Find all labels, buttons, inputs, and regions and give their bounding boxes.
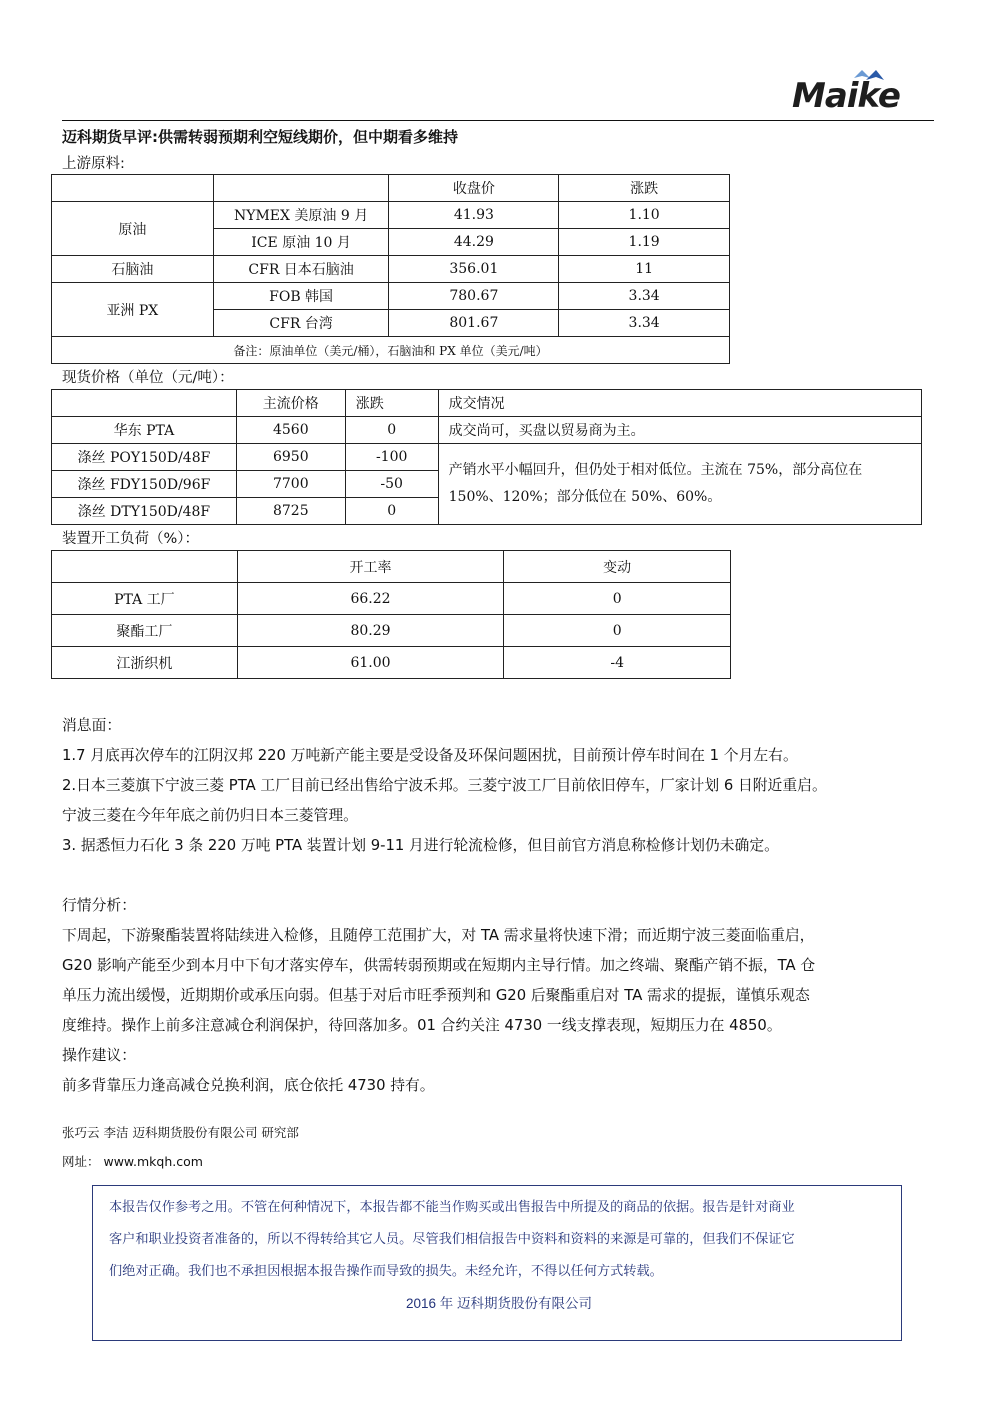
change-cell: -50	[345, 471, 438, 498]
news-item: 3. 据悉恒力石化 3 条 220 万吨 PTA 装置计划 9-11 月进行轮流检修，但目前官方消息称检修计划仍未确定。	[62, 837, 779, 854]
close-cell: 356.01	[389, 256, 559, 283]
header-deal: 成交情况	[438, 390, 921, 417]
price-cell: 7700	[236, 471, 345, 498]
analysis-line: 度维持。操作上前多注意减仓利润保护，待回落加多。01 合约关注 4730 一线支撑表现，短期压力在 4850。	[62, 1017, 782, 1034]
change-cell: 1.10	[559, 202, 730, 229]
group-cell: 亚洲 PX	[52, 283, 214, 337]
spot-label: 现货价格（单位（元/吨）：	[62, 370, 234, 386]
disclaimer-line: 本报告仅作参考之用。不管在何种情况下，本报告都不能当作购买或出售报告中所提及的商品的依据。报告是针对商业	[109, 1200, 795, 1215]
table-row	[52, 256, 730, 283]
change-cell: 0	[345, 417, 438, 444]
news-item: 2.日本三菱旗下宁波三菱 PTA 工厂目前已经出售给宁波禾邦。三菱宁波工厂目前依旧停车，厂家计划 6 日附近重启。	[62, 777, 827, 794]
header-price: 主流价格	[236, 390, 345, 417]
header-change: 变动	[504, 551, 731, 583]
change-cell: 11	[559, 256, 730, 283]
analysis-line: 下周起，下游聚酯装置将陆续进入检修，且随停工范围扩大，对 TA 需求量将快速下滑；而近期宁波三菱面临重启，	[62, 927, 815, 944]
price-cell: 4560	[236, 417, 345, 444]
close-cell: 780.67	[389, 283, 559, 310]
plant-cell: 聚酯工厂	[52, 615, 238, 647]
change-cell: -4	[504, 647, 731, 679]
disclaimer-footer: 2016 年 迈科期货股份有限公司	[405, 1296, 593, 1311]
news-item: 宁波三菱在今年年底之前仍归日本三菱管理。	[62, 807, 358, 824]
analysis-line: 单压力流出缓慢，近期期价或承压向弱。但基于对后市旺季预判和 G20 后聚酯重启对 TA 需求的提振，谨慎乐观态	[62, 987, 810, 1004]
header-change: 涨跌	[559, 175, 730, 202]
product-cell: 涤丝 POY150D/48F	[52, 444, 237, 471]
spot-price-table	[51, 389, 922, 525]
item-cell: CFR 日本石脑油	[213, 256, 389, 283]
table-row	[52, 615, 731, 647]
news-section	[62, 711, 827, 861]
rate-cell: 61.00	[237, 647, 504, 679]
analysis-heading: 行情分析：	[62, 897, 136, 914]
analysis-line: G20 影响产能至少到本月中下旬才落实停车，供需转弱预期或在短期内主导行情。加之终端、聚酯产销不振，TA 仓	[62, 957, 816, 974]
deal-cell: 成交尚可，买盘以贸易商为主。	[438, 417, 921, 444]
rate-cell: 80.29	[237, 615, 504, 647]
authors: 张巧云 李洁 迈科期货股份有限公司 研究部	[62, 1125, 299, 1140]
plant-cell: PTA 工厂	[52, 583, 238, 615]
header-close: 收盘价	[389, 175, 559, 202]
table-row	[52, 202, 730, 229]
table-row	[52, 583, 731, 615]
item-cell: FOB 韩国	[213, 283, 389, 310]
plant-cell: 江浙织机	[52, 647, 238, 679]
load-label: 装置开工负荷（%）：	[62, 531, 200, 547]
product-cell: 涤丝 FDY150D/96F	[52, 471, 237, 498]
advice-heading: 操作建议：	[62, 1047, 136, 1064]
close-cell: 801.67	[389, 310, 559, 337]
header-rate: 开工率	[237, 551, 504, 583]
table-row	[52, 283, 730, 310]
disclaimer-box	[92, 1185, 902, 1341]
upstream-table	[51, 174, 730, 364]
table-row	[52, 417, 922, 444]
header-divider	[62, 120, 934, 121]
change-cell: 3.34	[559, 283, 730, 310]
advice-text: 前多背靠压力逢高减仓兑换利润，底仓依托 4730 持有。	[62, 1077, 435, 1094]
table-note-row	[52, 337, 730, 364]
rate-cell: 66.22	[237, 583, 504, 615]
change-cell: 0	[504, 583, 731, 615]
analysis-section	[62, 891, 815, 1101]
change-cell: 3.34	[559, 310, 730, 337]
item-cell: NYMEX 美原油 9 月	[213, 202, 389, 229]
group-cell: 原油	[52, 202, 214, 256]
report-title: 迈科期货早评:供需转弱预期利空短线期价，但中期看多维持	[62, 128, 459, 146]
upstream-label: 上游原料:	[62, 156, 125, 172]
deal-cell: 产销水平小幅回升，但仍处于相对低位。主流在 75%，部分高位在 150%、120%；部分低位在 50%、60%。	[438, 444, 921, 525]
change-cell: 1.19	[559, 229, 730, 256]
news-heading: 消息面：	[62, 717, 122, 734]
table-header-row	[52, 175, 730, 202]
website: 网址： www.mkqh.com	[62, 1154, 203, 1169]
item-cell: ICE 原油 10 月	[213, 229, 389, 256]
disclaimer-line: 们绝对正确。我们也不承担因根据本报告操作而导致的损失。未经允许，不得以任何方式转载。	[109, 1264, 663, 1279]
units-note: 备注：原油单位（美元/桶），石脑油和 PX 单位（美元/吨）	[52, 337, 730, 364]
group-cell: 石脑油	[52, 256, 214, 283]
operating-load-table	[51, 550, 731, 679]
change-cell: 0	[504, 615, 731, 647]
table-row	[52, 444, 922, 471]
item-cell: CFR 台湾	[213, 310, 389, 337]
news-item: 1.7 月底再次停车的江阴汉邦 220 万吨新产能主要是受设备及环保问题困扰，目前预计停车时间在 1 个月左右。	[62, 747, 798, 764]
close-cell: 41.93	[389, 202, 559, 229]
disclaimer-line: 客户和职业投资者准备的，所以不得转给其它人员。尽管我们相信报告中资料和资料的来源是可靠的，但我们不保证它	[109, 1232, 795, 1247]
change-cell: -100	[345, 444, 438, 471]
price-cell: 8725	[236, 498, 345, 525]
maike-logo	[792, 68, 932, 116]
header-change: 涨跌	[345, 390, 438, 417]
product-cell: 华东 PTA	[52, 417, 237, 444]
table-header-row	[52, 390, 922, 417]
table-row	[52, 647, 731, 679]
price-cell: 6950	[236, 444, 345, 471]
table-header-row	[52, 551, 731, 583]
close-cell: 44.29	[389, 229, 559, 256]
logo-text: Maike	[792, 76, 900, 116]
product-cell: 涤丝 DTY150D/48F	[52, 498, 237, 525]
change-cell: 0	[345, 498, 438, 525]
